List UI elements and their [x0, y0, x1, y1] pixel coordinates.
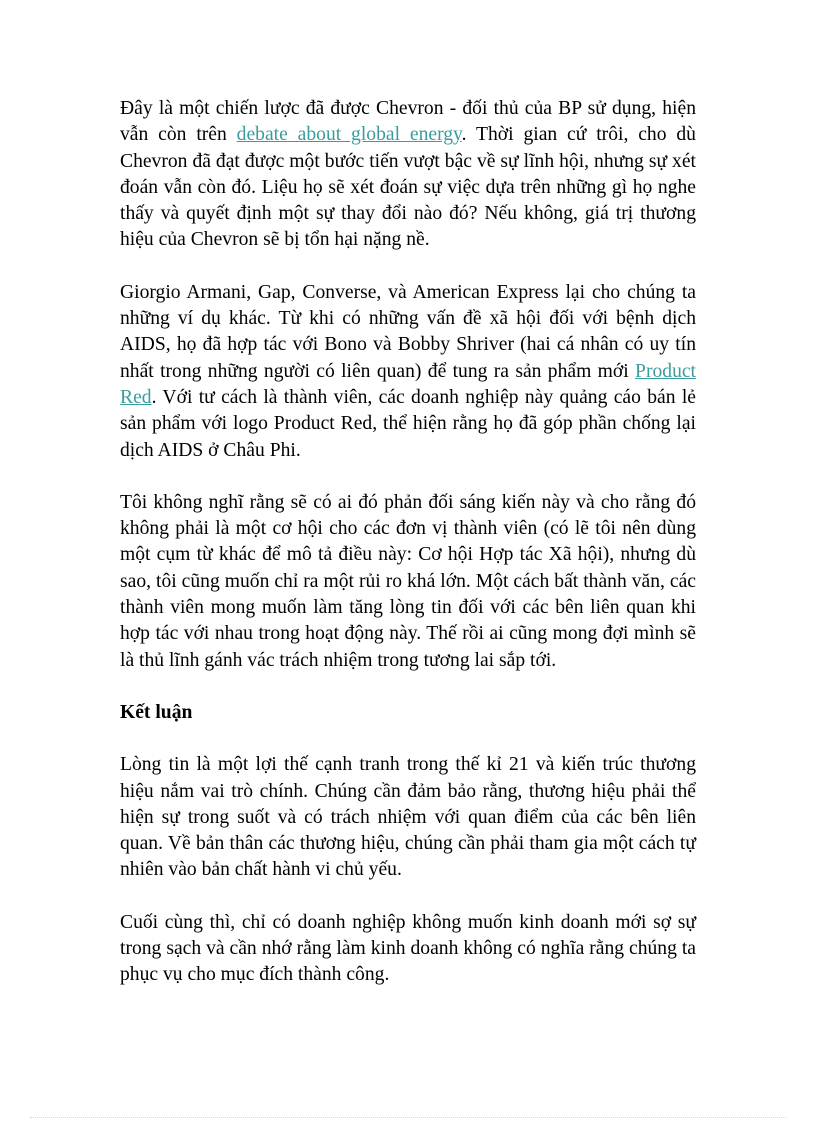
- paragraph-spacer: [120, 254, 696, 280]
- paragraph-spacer: [120, 674, 696, 700]
- paragraph-chevron-text-after: . Thời gian cứ trôi, cho dù Chevron đã đạt được một bước tiến vượt bậc về sự lĩnh hội, nhưng sự xét đoán vẫn còn đó. Liệu họ sẽ xét đoán sự việc dựa trên những gì họ nghe thấy và quyết định một sự thay đổi nào đó? Nếu không, giá trị thương hiệu của Chevron sẽ bị tổn hại nặng nề.: [120, 124, 696, 251]
- paragraph-product-red-text-before: Giorgio Armani, Gap, Converse, và American Express lại cho chúng ta những ví dụ khác. Từ khi có những vấn đề xã hội đối với bệnh dịch AIDS, họ đã hợp tác với Bono và Bobby Shriver (hai cá nhân có uy tín nhất trong những người có liên quan) để tung ra sản phẩm mới: [120, 281, 696, 382]
- paragraph-spacer: [120, 726, 696, 752]
- paragraph-trust: Lòng tin là một lợi thế cạnh tranh trong thế kỉ 21 và kiến trúc thương hiệu nắm vai trò chính. Chúng cần đảm bảo rằng, thương hiệu phải thể hiện sự trong suốt và có trách nhiệm với quan điểm của các bên liên quan. Về bản thân các thương hiệu, chúng cần phải tham gia một cách tự nhiên vào bản chất hành vi chủ yếu.: [120, 754, 696, 881]
- paragraph-spacer: [120, 464, 696, 490]
- paragraph-final: Cuối cùng thì, chỉ có doanh nghiệp không muốn kinh doanh mới sợ sự trong sạch và cần nhớ rằng làm kinh doanh không có nghĩa rằng chúng ta phục vụ cho mục đích thành công.: [120, 911, 696, 986]
- paragraph-chevron-text-before: Đây là một chiến lược đã được Chevron - đối thủ của BP sử dụng, hiện vẫn còn trên: [120, 98, 696, 146]
- paragraph-spacer: [120, 884, 696, 910]
- paragraph-product-red-text-after: . Với tư cách là thành viên, các doanh nghiệp này quảng cáo bán lẻ sản phẩm với logo Product Red, thể hiện rằng họ đã góp phần chống lại dịch AIDS ở Châu Phi.: [120, 386, 696, 461]
- section-heading-conclusion: Kết luận: [120, 701, 193, 723]
- page-bottom-divider: [30, 1117, 786, 1118]
- link-debate-about-global-energy[interactable]: debate about global energy: [236, 124, 462, 146]
- document-page: [120, 96, 696, 989]
- paragraph-chevron: [120, 96, 696, 254]
- paragraph-product-red: [120, 280, 696, 464]
- link-product-red[interactable]: Product Red: [120, 360, 696, 408]
- paragraph-risk: Tôi không nghĩ rằng sẽ có ai đó phản đối sáng kiến này và cho rằng đó không phải là một cơ hội cho các đơn vị thành viên (có lẽ tôi nên dùng một cụm từ khác để mô tả điều này: Cơ hội Hợp tác Xã hội), nhưng dù sao, tôi cũng muốn chỉ ra một rủi ro khá lớn. Một cách bất thành văn, các thành viên mong muốn làm tăng lòng tin đối với các bên liên quan khi hợp tác với nhau trong hoạt động này. Thế rồi ai cũng mong đợi mình sẽ là thủ lĩnh gánh vác trách nhiệm trong tương lai sắp tới.: [120, 491, 696, 671]
